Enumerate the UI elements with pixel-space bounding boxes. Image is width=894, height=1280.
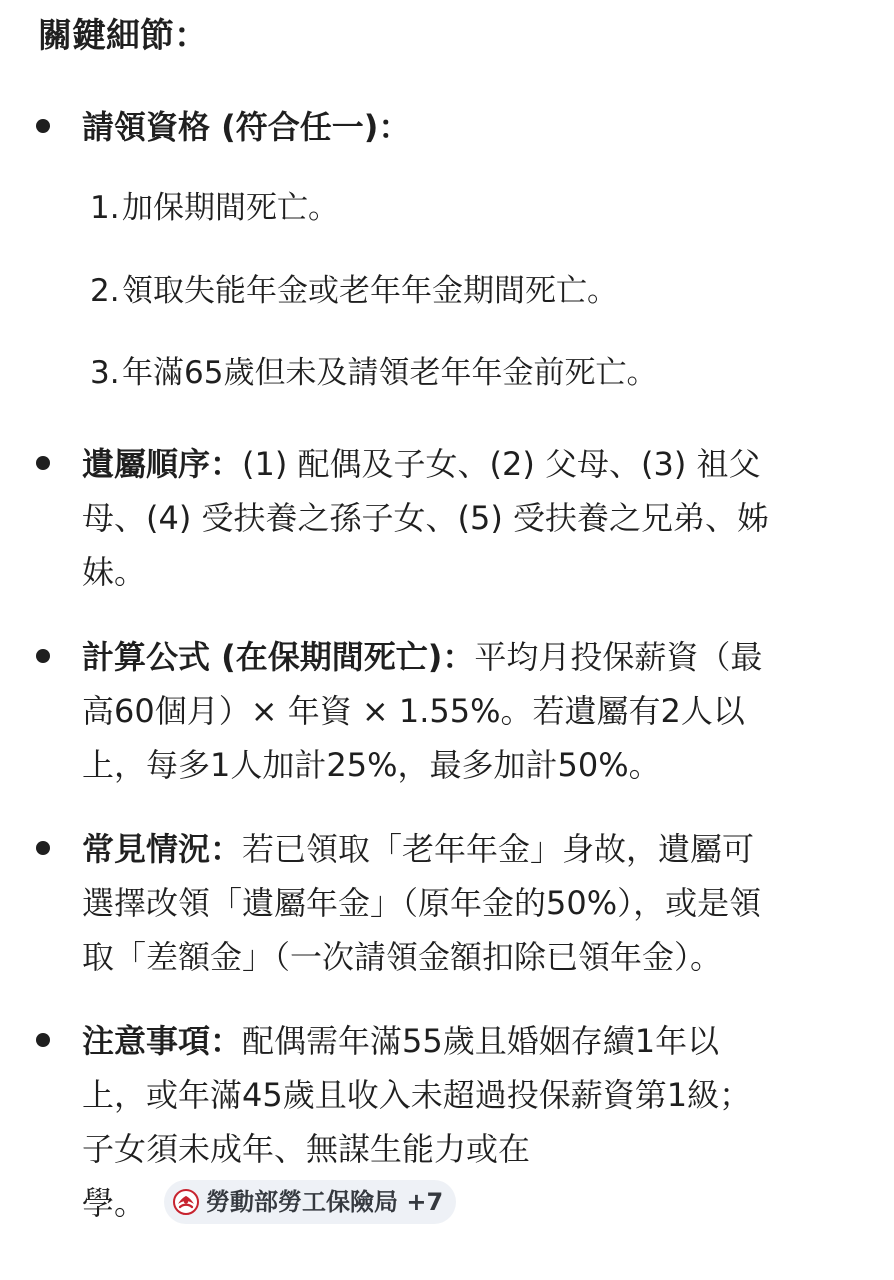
eligibility-label: 請領資格 (符合任一)：: [82, 108, 411, 146]
common-situation-label: 常見情況：: [82, 830, 243, 868]
notes-label: 注意事項：: [82, 1022, 243, 1060]
eligibility-option: [90, 346, 850, 400]
option-number: 3.: [90, 355, 120, 391]
survivor-order-line: 母、(4) 受扶養之孫子女、(5) 受扶養之兄弟、姊: [82, 499, 770, 537]
labor-insurance-logo-icon: [172, 1188, 200, 1216]
notes-line: 子女須未成年、無謀生能力或在: [82, 1130, 531, 1168]
bullet-icon: [36, 456, 50, 470]
section-title: 關鍵細節：: [38, 16, 208, 56]
list-item-eligibility: [82, 100, 862, 154]
bullet-icon: [36, 1033, 50, 1047]
survivor-order-label: 遺屬順序：: [82, 445, 243, 483]
common-situation-text: 若已領取「老年年金」身故，遺屬可: [242, 830, 755, 868]
source-chip-label: 勞動部勞工保險局 +7: [206, 1188, 444, 1216]
survivor-order-line: 妹。: [82, 553, 147, 591]
list-item-calculation-formula: [82, 630, 862, 792]
bullet-icon: [36, 841, 50, 855]
source-chip[interactable]: [164, 1180, 456, 1224]
option-text: 年滿65歲但未及請領老年年金前死亡。: [122, 355, 658, 391]
calculation-formula-line: [82, 630, 862, 684]
option-text: 領取失能年金或老年年金期間死亡。: [122, 273, 618, 309]
notes-text: 配偶需年滿55歲且婚姻存續1年以: [242, 1022, 720, 1060]
option-number: 1.: [90, 190, 120, 226]
list-item-common-situation: [82, 822, 862, 984]
common-situation-line: 取「差額金」（一次請領金額扣除已領年金）。: [82, 938, 723, 976]
notes-line: [82, 1014, 862, 1068]
calculation-formula-text: 平均月投保薪資（最: [474, 638, 763, 676]
survivor-order-line: [82, 437, 862, 491]
notes-line: 上，或年滿45歲且收入未超過投保薪資第1級；: [82, 1076, 752, 1114]
notes-final-line: [82, 1176, 862, 1230]
calculation-formula-label: 計算公式 (在保期間死亡)：: [82, 638, 475, 676]
common-situation-line: [82, 822, 862, 876]
calculation-formula-line: 上，每多1人加計25%，最多加計50%。: [82, 746, 661, 784]
option-number: 2.: [90, 273, 120, 309]
eligibility-option: [90, 181, 850, 235]
notes-final-text: 學。: [82, 1184, 147, 1222]
eligibility-option: [90, 264, 850, 318]
survivor-order-text: (1) 配偶及子女、(2) 父母、(3) 祖父: [242, 445, 761, 483]
list-item-notes: [82, 1014, 862, 1230]
list-item-survivor-order: [82, 437, 862, 599]
bullet-icon: [36, 119, 50, 133]
common-situation-line: 選擇改領「遺屬年金」（原年金的50%），或是領: [82, 884, 762, 922]
option-text: 加保期間死亡。: [122, 190, 339, 226]
bullet-icon: [36, 649, 50, 663]
calculation-formula-line: 高60個月）× 年資 × 1.55%。若遺屬有2人以: [82, 692, 745, 730]
